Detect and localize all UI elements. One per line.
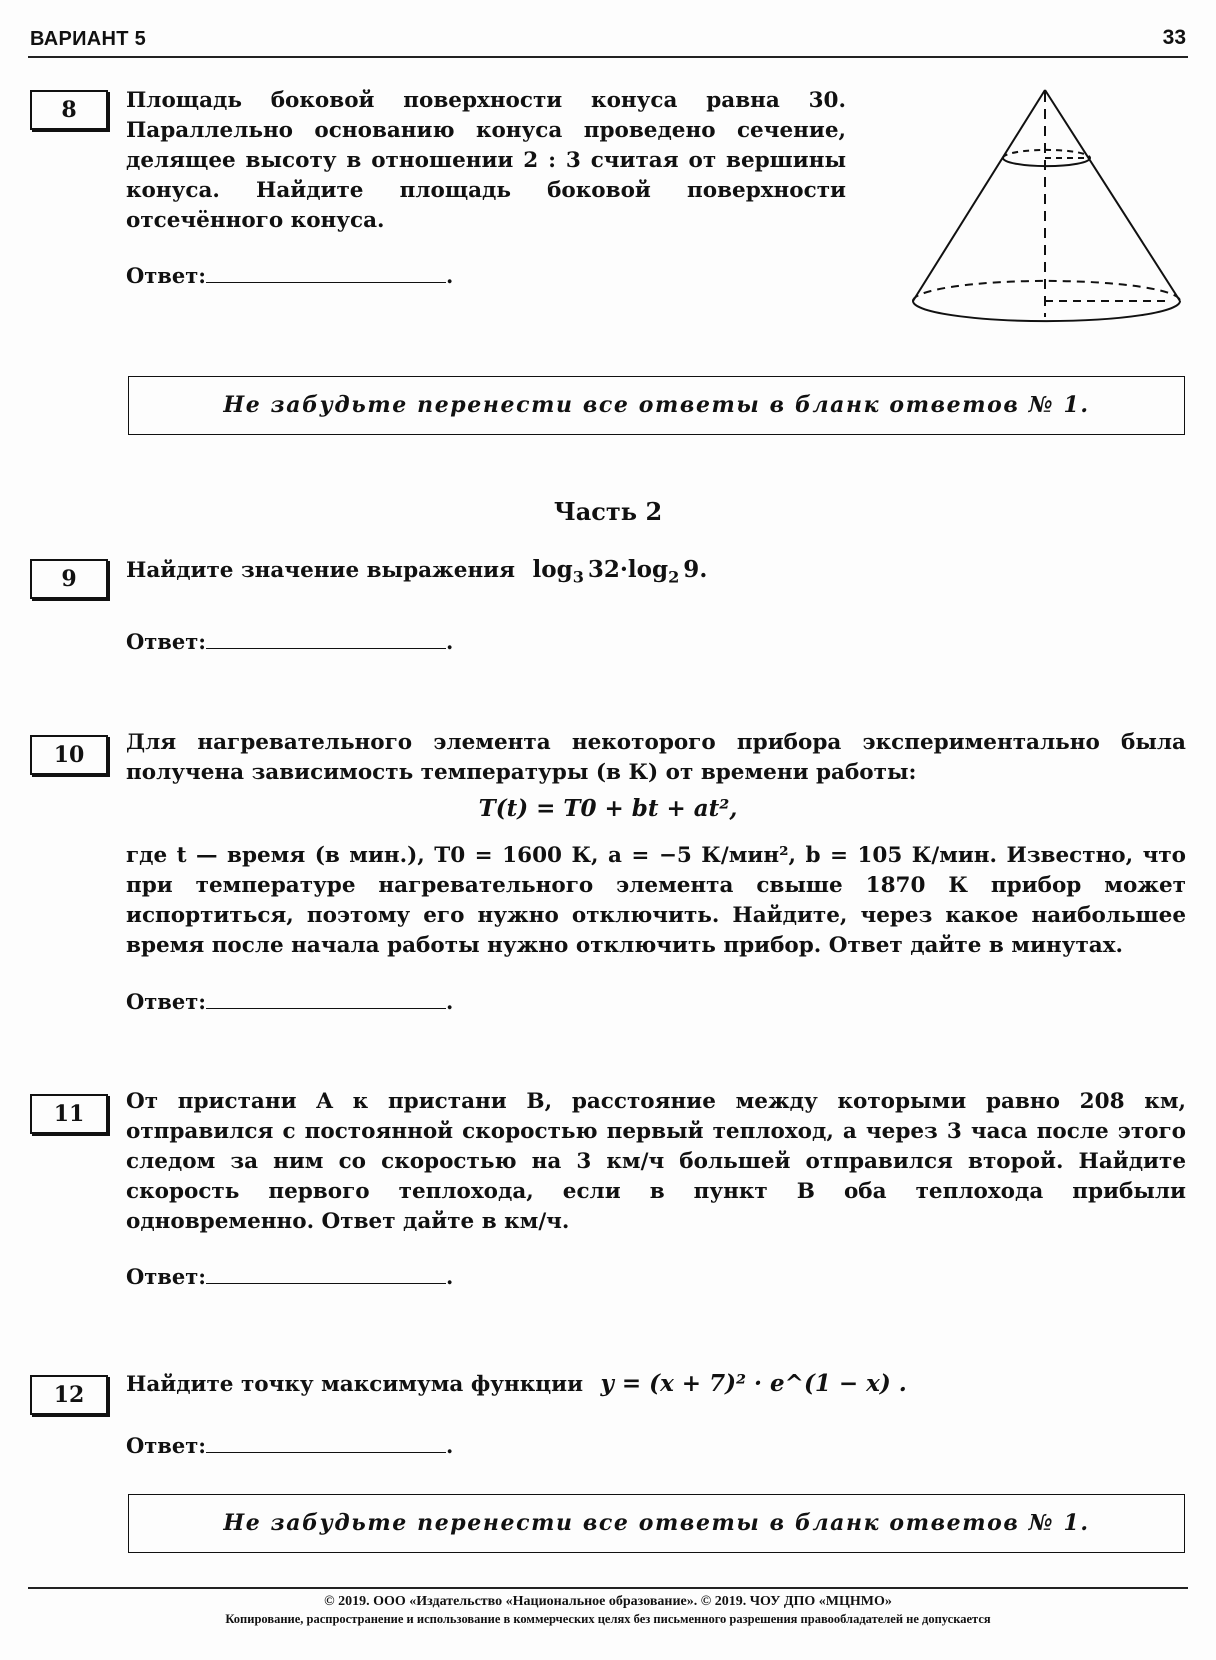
answer-line[interactable] [206,628,446,649]
answer-line[interactable] [206,262,446,283]
variant-title: ВАРИАНТ 5 [30,28,147,50]
task-12-answer: Ответ: . [126,1433,454,1458]
task-12-formula: y = (x + 7)² · e^(1 − x) . [600,1370,907,1397]
task-9-expression: $\log_3 32\cdot\log_2$ 9. [532,556,708,587]
task-12-number: 12 [30,1375,108,1415]
copyright-notice: Копирование, распространение и использование в коммерческих целях без письменного разрешения правообладателей не допускается [225,1612,991,1626]
task-12-text [126,1369,1186,1400]
answer-label: Ответ: [126,1264,207,1289]
answer-label: Ответ: [126,989,207,1014]
task-11-number: 11 [30,1094,108,1134]
section-back [1003,150,1090,158]
task-12-prompt: Найдите точку максимума функции [126,1372,584,1397]
task-10-answer: Ответ: . [126,989,454,1014]
section-front [1003,158,1090,166]
answer-line[interactable] [206,988,446,1009]
task-9-prompt: Найдите значение выражения [126,558,516,583]
cone-left-edge [913,90,1045,301]
copyright-line: © 2019. ООО «Издательство «Национальное образование». © 2019. ЧОУ ДПО «МЦНМО» [324,1594,892,1609]
task-9-text [126,555,1186,593]
header-rule [28,56,1188,58]
task-8-number: 8 [30,90,108,130]
task-10-formula: T(t) = T0 + bt + at², [478,795,738,822]
reminder-box-2: Не забудьте перенести все ответы в бланк ответов № 1. [128,1494,1185,1553]
answer-line[interactable] [206,1432,446,1453]
task-9-answer: Ответ: . [126,629,454,654]
task-8-answer: Ответ: . [126,263,454,288]
answer-label: Ответ: [126,629,207,654]
task-8-text: Площадь боковой поверхности конуса равна 30. Параллельно основанию конуса проведено сечение, делящее высоту в отношении 2 : 3 считая от вершины конуса. Найдите площадь боковой поверхности отсечённого конуса. [126,88,846,233]
cone-base-back [913,281,1180,301]
part-2-title: Часть 2 [553,497,663,526]
task-10-number: 10 [30,735,108,775]
task-10-intro: Для нагревательного элемента некоторого прибора экспериментально была получена зависимость температуры (в К) от времени работы: [126,730,1186,785]
answer-line[interactable] [206,1263,446,1284]
reminder-box-1: Не забудьте перенести все ответы в бланк ответов № 1. [128,376,1185,435]
task-11-answer: Ответ: . [126,1264,454,1289]
answer-label: Ответ: [126,1433,207,1458]
page-number: 33 [1162,26,1186,49]
cone-base-front [913,301,1180,321]
cone-right-edge [1045,90,1180,301]
cone-figure [900,85,1190,340]
answer-label: Ответ: [126,263,207,288]
task-10-body: где t — время (в мин.), T0 = 1600 К, a = −5 К/мин², b = 105 К/мин. Известно, что при температуре нагревательного элемента свыше 1870 К прибор может испортиться, поэтому его нужно отключить. Найдите, через какое наибольшее время после начала работы нужно отключить прибор. Ответ дайте в минутах. [126,843,1186,958]
footer-rule [28,1587,1188,1589]
task-11-text: От пристани A к пристани B, расстояние между которыми равно 208 км, отправился с постоянной скоростью первый теплоход, а через 3 часа после этого следом за ним со скоростью на 3 км/ч большей отправился второй. Найдите скорость первого теплохода, если в пункт B оба теплохода прибыли одновременно. Ответ дайте в км/ч. [126,1089,1186,1234]
task-9-number: 9 [30,559,108,599]
